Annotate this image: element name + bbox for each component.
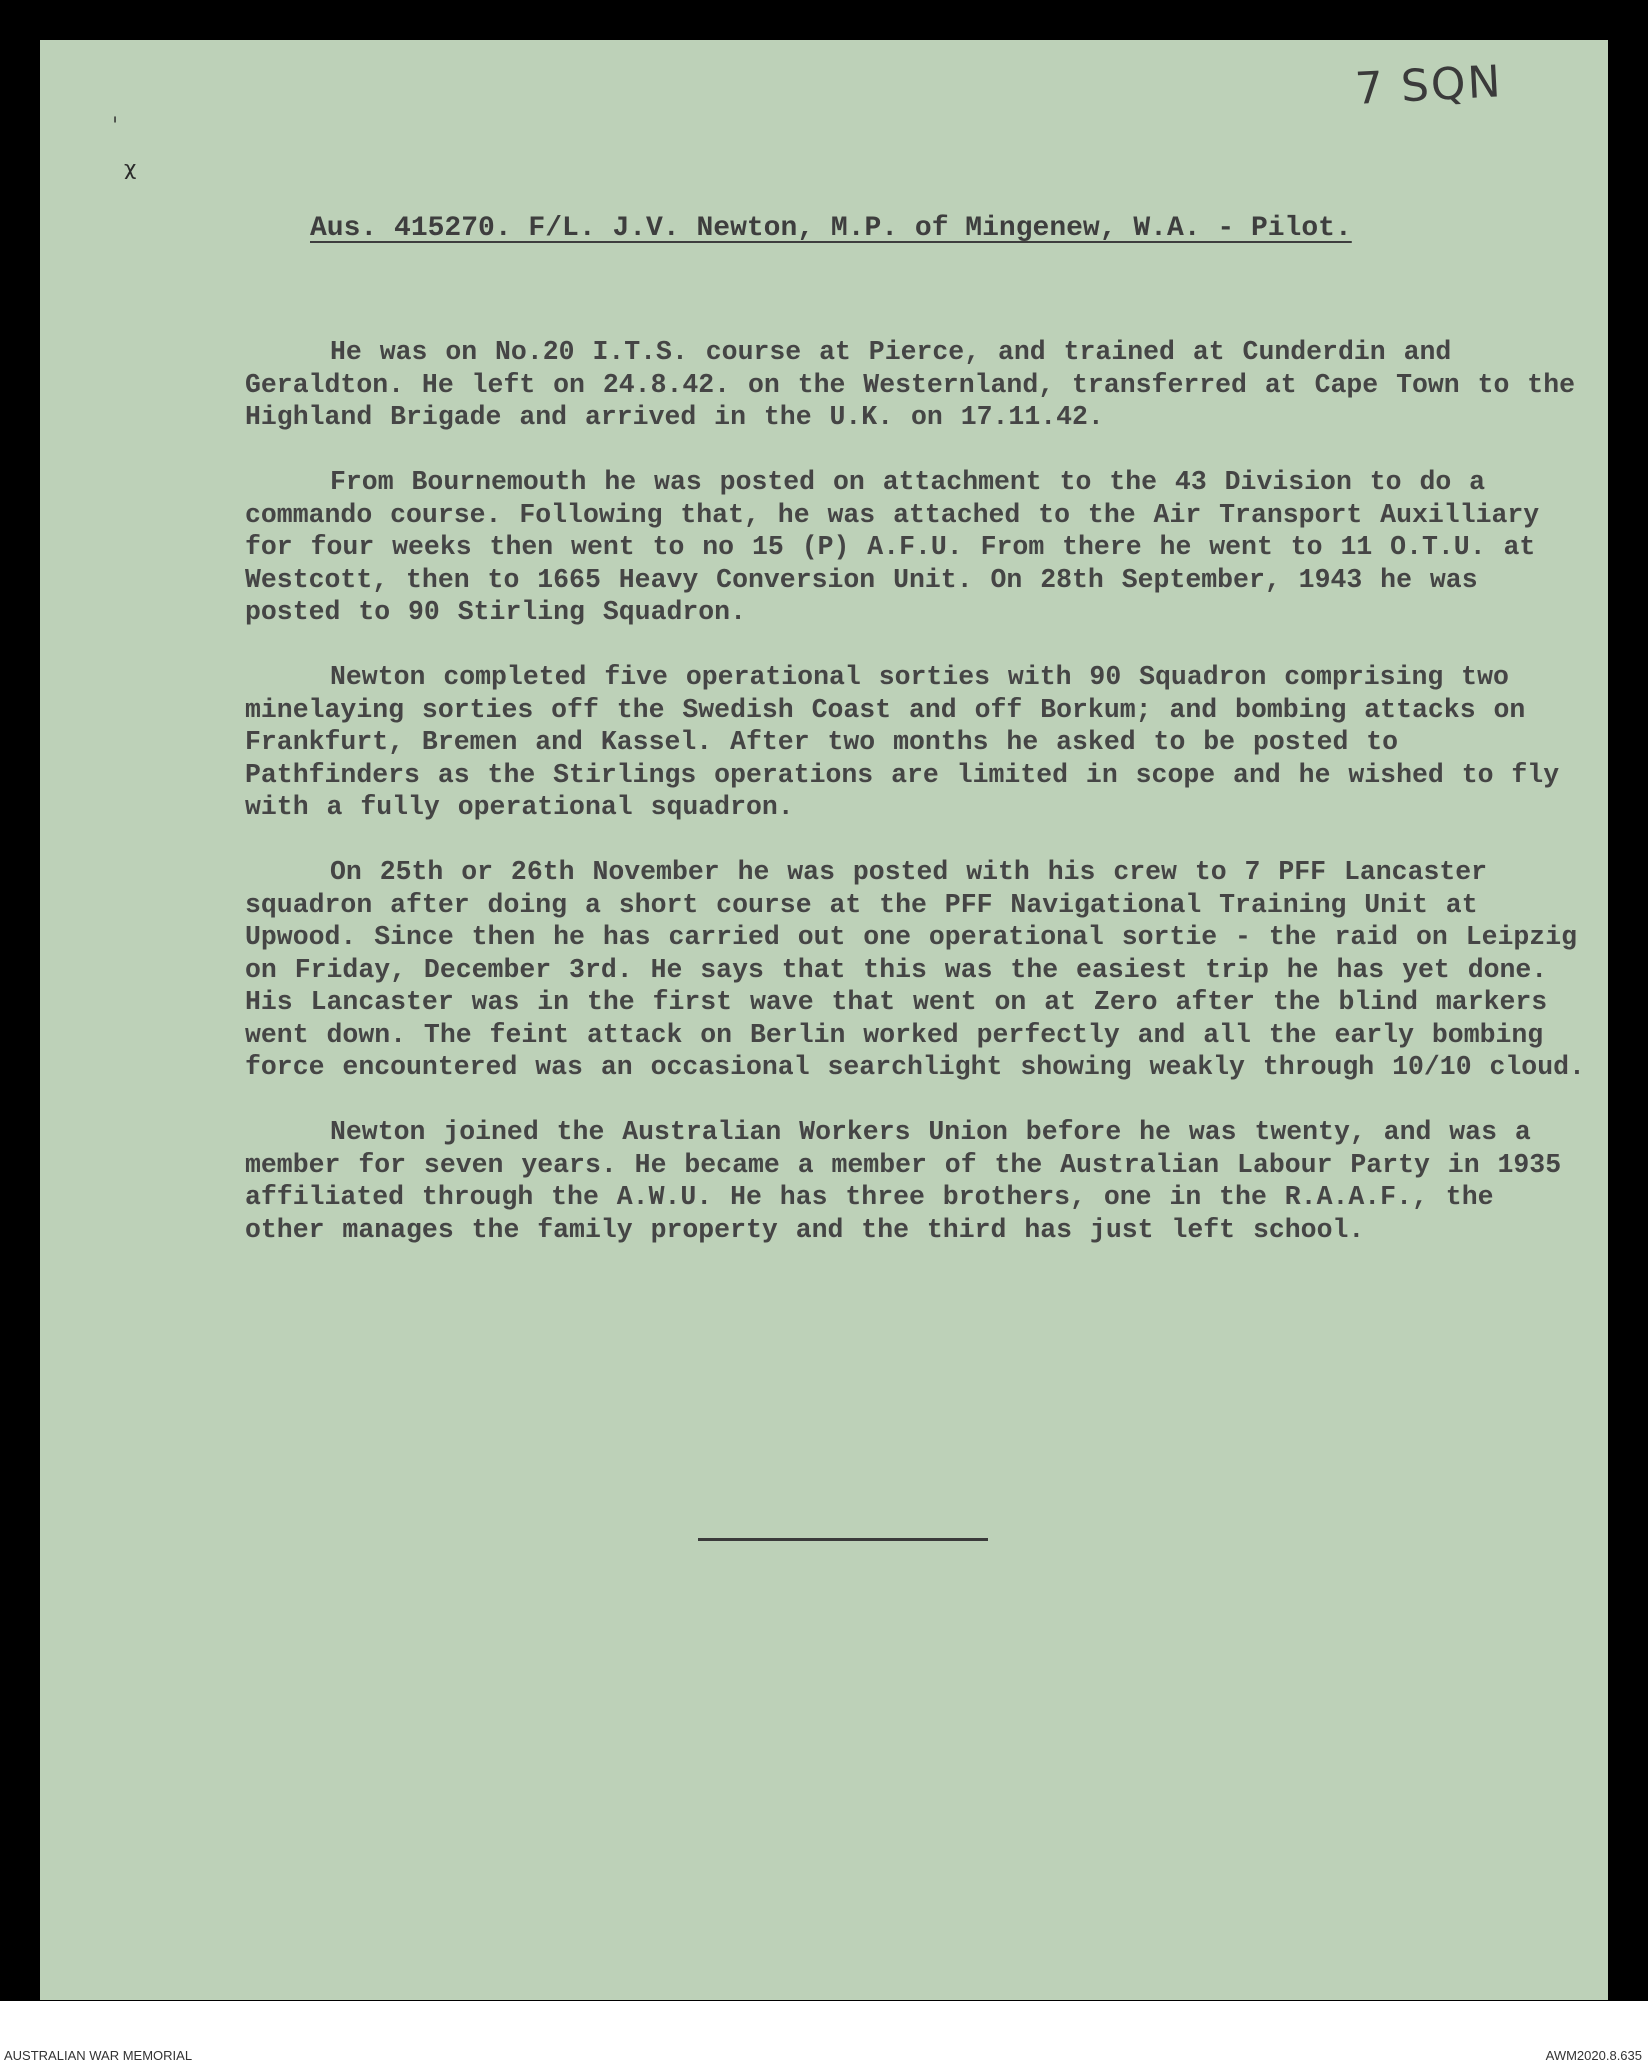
handwritten-annotation: 7 SQN xyxy=(1353,56,1504,115)
document-body xyxy=(245,336,1585,1279)
document-page xyxy=(40,40,1608,2000)
footer-reference: AWM2020.8.635 xyxy=(1545,2048,1642,2061)
paper-mark: ˌ xyxy=(112,100,119,125)
footer-institution: AUSTRALIAN WAR MEMORIAL xyxy=(4,2048,193,2061)
paper-mark: ᵡ xyxy=(124,155,137,195)
document-heading: Aus. 415270. F/L. J.V. Newton, M.P. of Mingenew, W.A. - Pilot. xyxy=(310,213,1352,244)
paragraph-personal: Newton joined the Australian Workers Union before he was twenty, and was a member for seven years. He became a member of the Australian Labour Party in 1935 affiliated through the A.W.U. He has three brothers, one in the R.A.A.F., the other manages the family property and the third has just left school. xyxy=(245,1117,1562,1245)
paragraph-pathfinders: On 25th or 26th November he was posted with his crew to 7 PFF Lancaster squadron after doing a short course at the PFF Navigational Training Unit at Upwood. Since then he has carried out one operational sortie - the raid on Leipzig on Friday, December 3rd. He says that this was the easiest trip he has yet done. His Lancaster was in the first wave that went on at Zero after the blind markers went down. The feint attack on Berlin worked perfectly and all the early bombing force encountered was an occasional searchlight showing weakly through 10/10 cloud. xyxy=(245,857,1585,1082)
paragraph-postings: From Bournemouth he was posted on attachment to the 43 Division to do a commando course. Following that, he was attached to the Air Transport Auxilliary for four weeks then went to no 15 (P) A.F.U. From there he went to 11 O.T.U. at Westcott, then to 1665 Heavy Conversion Unit. On 28th September, 1943 he was posted to 90 Stirling Squadron. xyxy=(245,467,1540,627)
paragraph-training: He was on No.20 I.T.S. course at Pierce, and trained at Cunderdin and Geraldton. He left on 24.8.42. on the Westernland, transferred at Cape Town to the Highland Brigade and arrived in the U.K. on 17.11.42. xyxy=(245,337,1576,432)
end-rule xyxy=(698,1538,988,1541)
paragraph-sorties: Newton completed five operational sorties with 90 Squadron comprising two minelaying sorties off the Swedish Coast and off Borkum; and bombing attacks on Frankfurt, Bremen and Kassel. After two months he asked to be posted to Pathfinders as the Stirlings operations are limited in scope and he wished to fly with a fully operational squadron. xyxy=(245,662,1560,822)
footer-bar xyxy=(0,2001,1648,2061)
